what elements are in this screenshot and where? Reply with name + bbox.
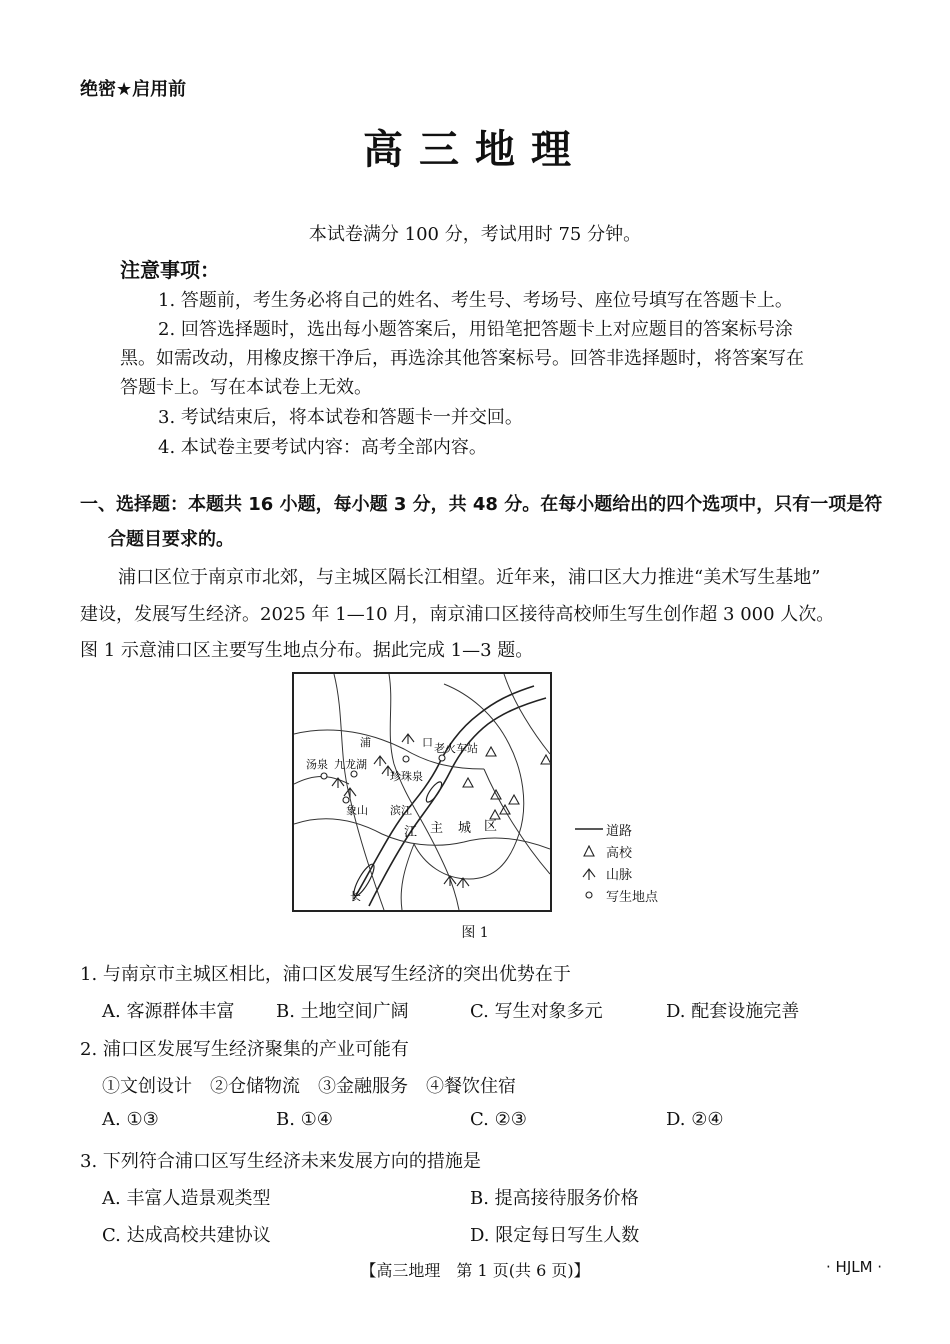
- map-label-qu: 区: [484, 819, 498, 834]
- q2-option-b: B. ①④: [276, 1109, 333, 1130]
- notice-item: 答题卡上。写在本试卷上无效。: [120, 377, 372, 398]
- legend-site-label: 写生地点: [606, 889, 659, 905]
- notice-item: 黑。如需改动，用橡皮擦干净后，再选涂其他答案标号。回答非选择题时，将答案写在: [120, 348, 804, 369]
- notice-item: 4. 本试卷主要考试内容：高考全部内容。: [158, 437, 487, 458]
- q1-option-a: A. 客源群体丰富: [102, 1001, 235, 1022]
- notice-item: 2. 回答选择题时，选出每小题答案后，用铅笔把答题卡上对应题目的答案标号涂: [158, 319, 793, 340]
- map-legend: [572, 818, 658, 906]
- question-1-stem: 1. 与南京市主城区相比，浦口区发展写生经济的突出优势在于: [80, 964, 571, 985]
- map-label-jiang: 江: [404, 825, 418, 840]
- passage-line: 建设，发展写生经济。2025 年 1—10 月，南京浦口区接待高校师生写生创作超 3 000 人次。: [80, 604, 835, 625]
- map-svg: [294, 674, 550, 910]
- map-label-tangquan: 汤泉: [306, 758, 328, 771]
- q2-option-a: A. ①③: [102, 1109, 159, 1130]
- map-label-binjiang: 滨江: [390, 804, 412, 817]
- exam-meta: 本试卷满分 100 分，考试用时 75 分钟。: [308, 224, 642, 245]
- road: [294, 819, 550, 849]
- road: [401, 844, 414, 910]
- map-label-laohuo: 老火车站: [434, 742, 478, 755]
- q3-option-b: B. 提高接待服务价格: [470, 1188, 639, 1209]
- legend-site: [572, 884, 658, 906]
- river-bank-south: [369, 698, 546, 906]
- q2-option-c: C. ②③: [470, 1109, 527, 1130]
- question-2-stem: 2. 浦口区发展写生经济聚集的产业可能有: [80, 1039, 409, 1060]
- legend-road-label: 道路: [606, 823, 633, 839]
- question-3-stem: 3. 下列符合浦口区写生经济未来发展方向的措施是: [80, 1151, 481, 1172]
- map-label-pu: 浦: [360, 736, 371, 749]
- legend-mountain-label: 山脉: [606, 867, 633, 883]
- page-footer: 【高三地理 第 1 页(共 6 页)】: [360, 1261, 590, 1280]
- map-label-chang: 长: [350, 890, 361, 903]
- legend-school-label: 高校: [606, 845, 633, 861]
- section-heading: 一、选择题：本题共 16 小题，每小题 3 分，共 48 分。在每小题给出的四个选项中，只有一项是符: [80, 494, 883, 515]
- map-figure: [292, 672, 552, 912]
- notice-item: 3. 考试结束后，将本试卷和答题卡一并交回。: [158, 407, 523, 428]
- passage-line: 图 1 示意浦口区主要写生地点分布。据此完成 1—3 题。: [80, 640, 534, 661]
- map-label-xiangshan: 象山: [346, 804, 368, 817]
- map-label-zhu: 主: [430, 821, 444, 836]
- road: [334, 674, 384, 910]
- map-label-cheng: 城: [458, 821, 472, 836]
- river-bank-north: [354, 686, 534, 899]
- q3-option-a: A. 丰富人造景观类型: [102, 1188, 271, 1209]
- notice-item: 1. 答题前，考生务必将自己的姓名、考生号、考场号、座位号填写在答题卡上。: [158, 290, 793, 311]
- mountain-icon: [582, 866, 596, 880]
- exam-code: · HJLM ·: [826, 1258, 883, 1276]
- q1-option-d: D. 配套设施完善: [666, 1001, 800, 1022]
- passage-line: 浦口区位于南京市北郊，与主城区隔长江相望。近年来，浦口区大力推进“美术写生基地”: [118, 567, 821, 588]
- road: [389, 674, 459, 910]
- legend-school: [572, 840, 658, 862]
- map-label-zhenzhu: 珍珠泉: [390, 770, 423, 783]
- q1-option-c: C. 写生对象多元: [470, 1001, 603, 1022]
- q2-option-d: D. ②④: [666, 1109, 724, 1130]
- q3-option-c: C. 达成高校共建协议: [102, 1225, 271, 1246]
- circle-icon: [584, 890, 594, 900]
- road-line-icon: [575, 827, 603, 831]
- q2-choices: ①文创设计 ②仓储物流 ③金融服务 ④餐饮住宿: [102, 1076, 516, 1097]
- q1-option-b: B. 土地空间广阔: [276, 1001, 409, 1022]
- exam-title: 高三地理: [363, 127, 587, 173]
- legend-mountain: [572, 862, 658, 884]
- figure-caption: 图 1: [461, 925, 489, 941]
- triangle-icon: [583, 845, 595, 857]
- road: [504, 674, 550, 754]
- map-label-kou: 口: [422, 736, 433, 749]
- q3-option-d: D. 限定每日写生人数: [470, 1225, 640, 1246]
- school-icons: [463, 747, 550, 819]
- map-label-jiulong: 九龙湖: [334, 758, 367, 771]
- legend-road: [572, 818, 658, 840]
- notice-heading: 注意事项：: [120, 258, 220, 282]
- section-heading-cont: 合题目要求的。: [108, 529, 234, 550]
- confidential-label: 绝密★启用前: [80, 79, 187, 100]
